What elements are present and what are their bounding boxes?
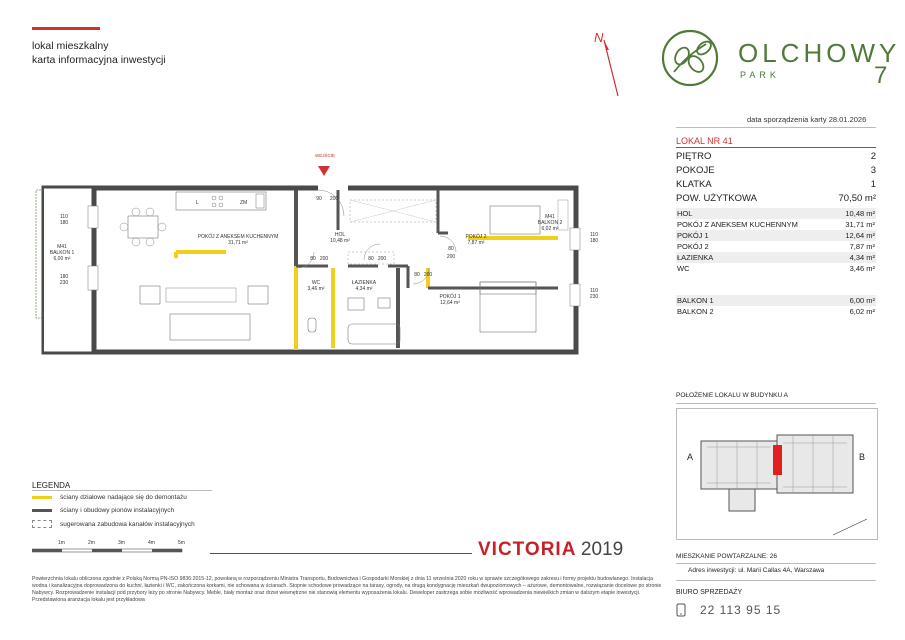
floor-plan	[28, 148, 599, 358]
compass-label: N	[594, 30, 604, 45]
door-label: 200	[329, 196, 339, 202]
date-separator	[676, 127, 876, 128]
phone-icon	[676, 603, 686, 617]
room-value: 7,87 m²	[849, 242, 875, 251]
room-row	[676, 219, 876, 230]
logo-mark-icon	[660, 26, 724, 90]
room-label: POKÓJ 2	[677, 242, 709, 251]
room-area: 10,48 m²	[330, 238, 350, 244]
door-label: 200	[446, 254, 456, 260]
room-value: 12,64 m²	[845, 231, 875, 240]
balcony-code: M41	[545, 214, 555, 220]
logo-word: OLCHOWY	[738, 38, 901, 68]
location-separator	[676, 403, 876, 404]
kitchen-sink-label: L	[196, 200, 199, 206]
room-row	[676, 241, 876, 252]
room-row	[676, 230, 876, 241]
scale-tick: 4m	[148, 540, 155, 546]
room-area: 31,71 m²	[228, 240, 248, 246]
door-label: 80	[368, 256, 374, 262]
investment-address: Adres inwestycji: ul. Marii Callas 4A, Warszawa	[688, 567, 825, 574]
room-name: POKÓJ 1	[439, 294, 461, 300]
room-label: POKÓJ 1	[677, 231, 709, 240]
prop-value: 2	[870, 151, 876, 162]
window-height: 230	[589, 294, 599, 300]
scale-tick: 2m	[88, 540, 95, 546]
logo-number: 7	[874, 62, 888, 89]
room-label: POKÓJ Z ANEKSEM KUCHENNYM	[677, 220, 798, 229]
window-left-b	[54, 274, 74, 286]
scale-bar	[32, 540, 202, 556]
room-name: POKÓJ Z ANEKSEM KUCHENNYM	[197, 234, 279, 240]
unit-props	[676, 150, 876, 206]
floor-plan-drawing	[28, 148, 588, 358]
entrance-label: WEJŚCIE	[314, 153, 335, 158]
balcony-area: 6,02 m²	[541, 226, 559, 232]
door-label: 80	[310, 256, 316, 262]
legend-text: ściany działowe nadające się do demontażu	[60, 494, 187, 501]
door-label: 80	[414, 272, 420, 278]
window-right-b	[584, 288, 604, 300]
window-width: 110	[60, 214, 68, 220]
prop-row	[676, 178, 876, 192]
window-height: 180	[589, 238, 599, 244]
legend-swatch-yellow	[32, 496, 52, 499]
victoria-mark	[478, 539, 623, 561]
legend-item	[32, 520, 195, 528]
room-name: POKÓJ 2	[465, 234, 487, 240]
victoria-rule	[210, 553, 472, 554]
room-value: 3,46 m²	[849, 264, 875, 273]
room-area: 7,87 m²	[467, 240, 485, 246]
logo-sub: PARK	[740, 70, 780, 80]
building-key-plan	[676, 408, 878, 540]
room-name: HOL	[334, 232, 346, 238]
header-subtitle: karta informacyjna inwestycji	[32, 54, 166, 66]
balcony-name: BALKON 1	[49, 250, 75, 256]
repeat-count: MIESZKANIE POWTARZALNE: 26	[676, 553, 778, 560]
prop-label: KLATKA	[676, 179, 712, 190]
balcony-label: BALKON 2	[677, 307, 714, 316]
legend-text: sugerowana zabudowa kanałów instalacyjnych	[60, 520, 195, 528]
victoria-word: VICTORIA	[478, 539, 577, 560]
window-height: 180	[59, 220, 69, 226]
legend-item	[32, 494, 187, 501]
legend-item	[32, 507, 174, 514]
header-title: lokal mieszkalny	[32, 40, 109, 52]
unit-title: LOKAL NR 41	[676, 136, 733, 146]
prop-row	[676, 192, 876, 206]
prop-row	[676, 150, 876, 164]
room-label-room1	[428, 294, 472, 306]
scale-tick: 1m	[58, 540, 65, 546]
window-width: 110	[590, 288, 598, 294]
room-row	[676, 263, 876, 274]
scale-tick: 3m	[118, 540, 125, 546]
room-value: 10,48 m²	[845, 209, 875, 218]
window-left-a	[54, 214, 74, 226]
building-label-b: B	[859, 452, 866, 462]
room-area: 12,64 m²	[440, 300, 460, 306]
door-label: 80	[448, 246, 454, 252]
prop-value: 70,50 m²	[838, 193, 876, 204]
legend-title: LEGENDA	[32, 481, 71, 490]
prop-value: 1	[870, 179, 876, 190]
dishwasher-label: ZM	[240, 200, 248, 206]
door-label: 200	[423, 272, 433, 278]
room-label: HOL	[677, 209, 693, 218]
door-label: 200	[319, 256, 329, 262]
balcony-name: BALKON 2	[537, 220, 563, 226]
address-separator	[676, 580, 876, 581]
room-name: ŁAZIENKA	[351, 280, 377, 286]
sales-phone: 22 113 95 15	[700, 603, 782, 617]
card-date: data sporządzenia karty 28.01.2026	[747, 115, 867, 124]
balcony-value: 6,00 m²	[849, 296, 875, 305]
room-area: 4,34 m²	[355, 286, 373, 292]
repeat-separator	[676, 563, 876, 564]
room-label-wc	[296, 280, 336, 292]
balcony-area-table	[676, 295, 876, 317]
room-area: 3,46 m²	[307, 286, 325, 292]
unit-title-separator	[676, 147, 876, 148]
sales-office-label: BIURO SPRZEDAŻY	[676, 589, 743, 596]
window-height: 230	[59, 280, 69, 286]
balcony-area: 6,00 m²	[53, 256, 71, 262]
room-label-bathroom	[341, 280, 387, 292]
footer-disclaimer: Powierzchnia lokalu obliczona zgodnie z Polską Normą PN-ISO 9836:2015-12, powołaną w rozporządzeniu Ministra Transportu, Budownictwa i Gospodarki Morskiej z dnia 11 września 2020 roku w sprawie szczegółowego zakresu i formy projektu budowlanego. Instalacja wodna i kanalizacyjna doprowadzona do kuchni, łazienki i WC, zakończona korkami, nie schowana w ścianach. Stopnie schodowe prowadzące na tarasy, ogrody, na drugą kondygnację mieszkań dwupoziomowych – ażurowe, demontowalne, rozwiązanie docelowe po stronie Nabywcy. Rozprowadzenie instalacji pod przybory leży po stronie Nabywcy. Meble, biały montaż oraz drzwi wewnętrzne nie stanowią elementu wyposażenia lokalu. Deweloper zastrzega sobie możliwość wprowadzenia niewielkich zmian w dalszym etapie inwestycji. Przedstawiona aranżacja lokalu jest przykładowa	[32, 576, 662, 603]
legend-text: ściany i obudowy pionów instalacyjnych	[60, 507, 175, 514]
balcony-left-label	[42, 244, 82, 262]
room-label: WC	[677, 264, 690, 273]
window-width: 180	[59, 274, 69, 280]
legend-swatch-gray	[32, 509, 52, 512]
prop-value: 3	[870, 165, 876, 176]
location-title: POŁOŻENIE LOKALU W BUDYNKU A	[676, 392, 788, 399]
prop-row	[676, 164, 876, 178]
legend-separator	[32, 490, 212, 491]
room-row	[676, 252, 876, 263]
room-row	[676, 208, 876, 219]
balcony-row	[676, 295, 876, 306]
prop-label: POKOJE	[676, 165, 715, 176]
balcony-row	[676, 306, 876, 317]
north-arrow-icon	[590, 30, 630, 100]
room-label: ŁAZIENKA	[677, 253, 714, 262]
room-name: WC	[311, 280, 321, 286]
room-value: 4,34 m²	[849, 253, 875, 262]
room-label-living	[188, 234, 288, 246]
room-label-room2	[456, 234, 496, 246]
window-right-a	[584, 232, 604, 244]
scale-tick: 5m	[178, 540, 185, 546]
building-label-a: A	[687, 452, 694, 462]
balcony-right-label	[530, 214, 570, 232]
balcony-label: BALKON 1	[677, 296, 714, 305]
room-label-hall	[320, 232, 360, 244]
balcony-value: 6,02 m²	[849, 307, 875, 316]
room-area-table	[676, 208, 876, 274]
victoria-year: 2019	[580, 539, 624, 560]
prop-label: PIĘTRO	[676, 151, 712, 162]
legend-swatch-dashed	[32, 520, 52, 528]
door-label: 200	[377, 256, 387, 262]
window-width: 110	[590, 232, 598, 238]
room-value: 31,71 m²	[845, 220, 875, 229]
balcony-code: M41	[57, 244, 67, 250]
header-accent-bar	[32, 27, 100, 30]
door-label: 90	[316, 196, 322, 202]
prop-label: POW. UŻYTKOWA	[676, 193, 757, 204]
